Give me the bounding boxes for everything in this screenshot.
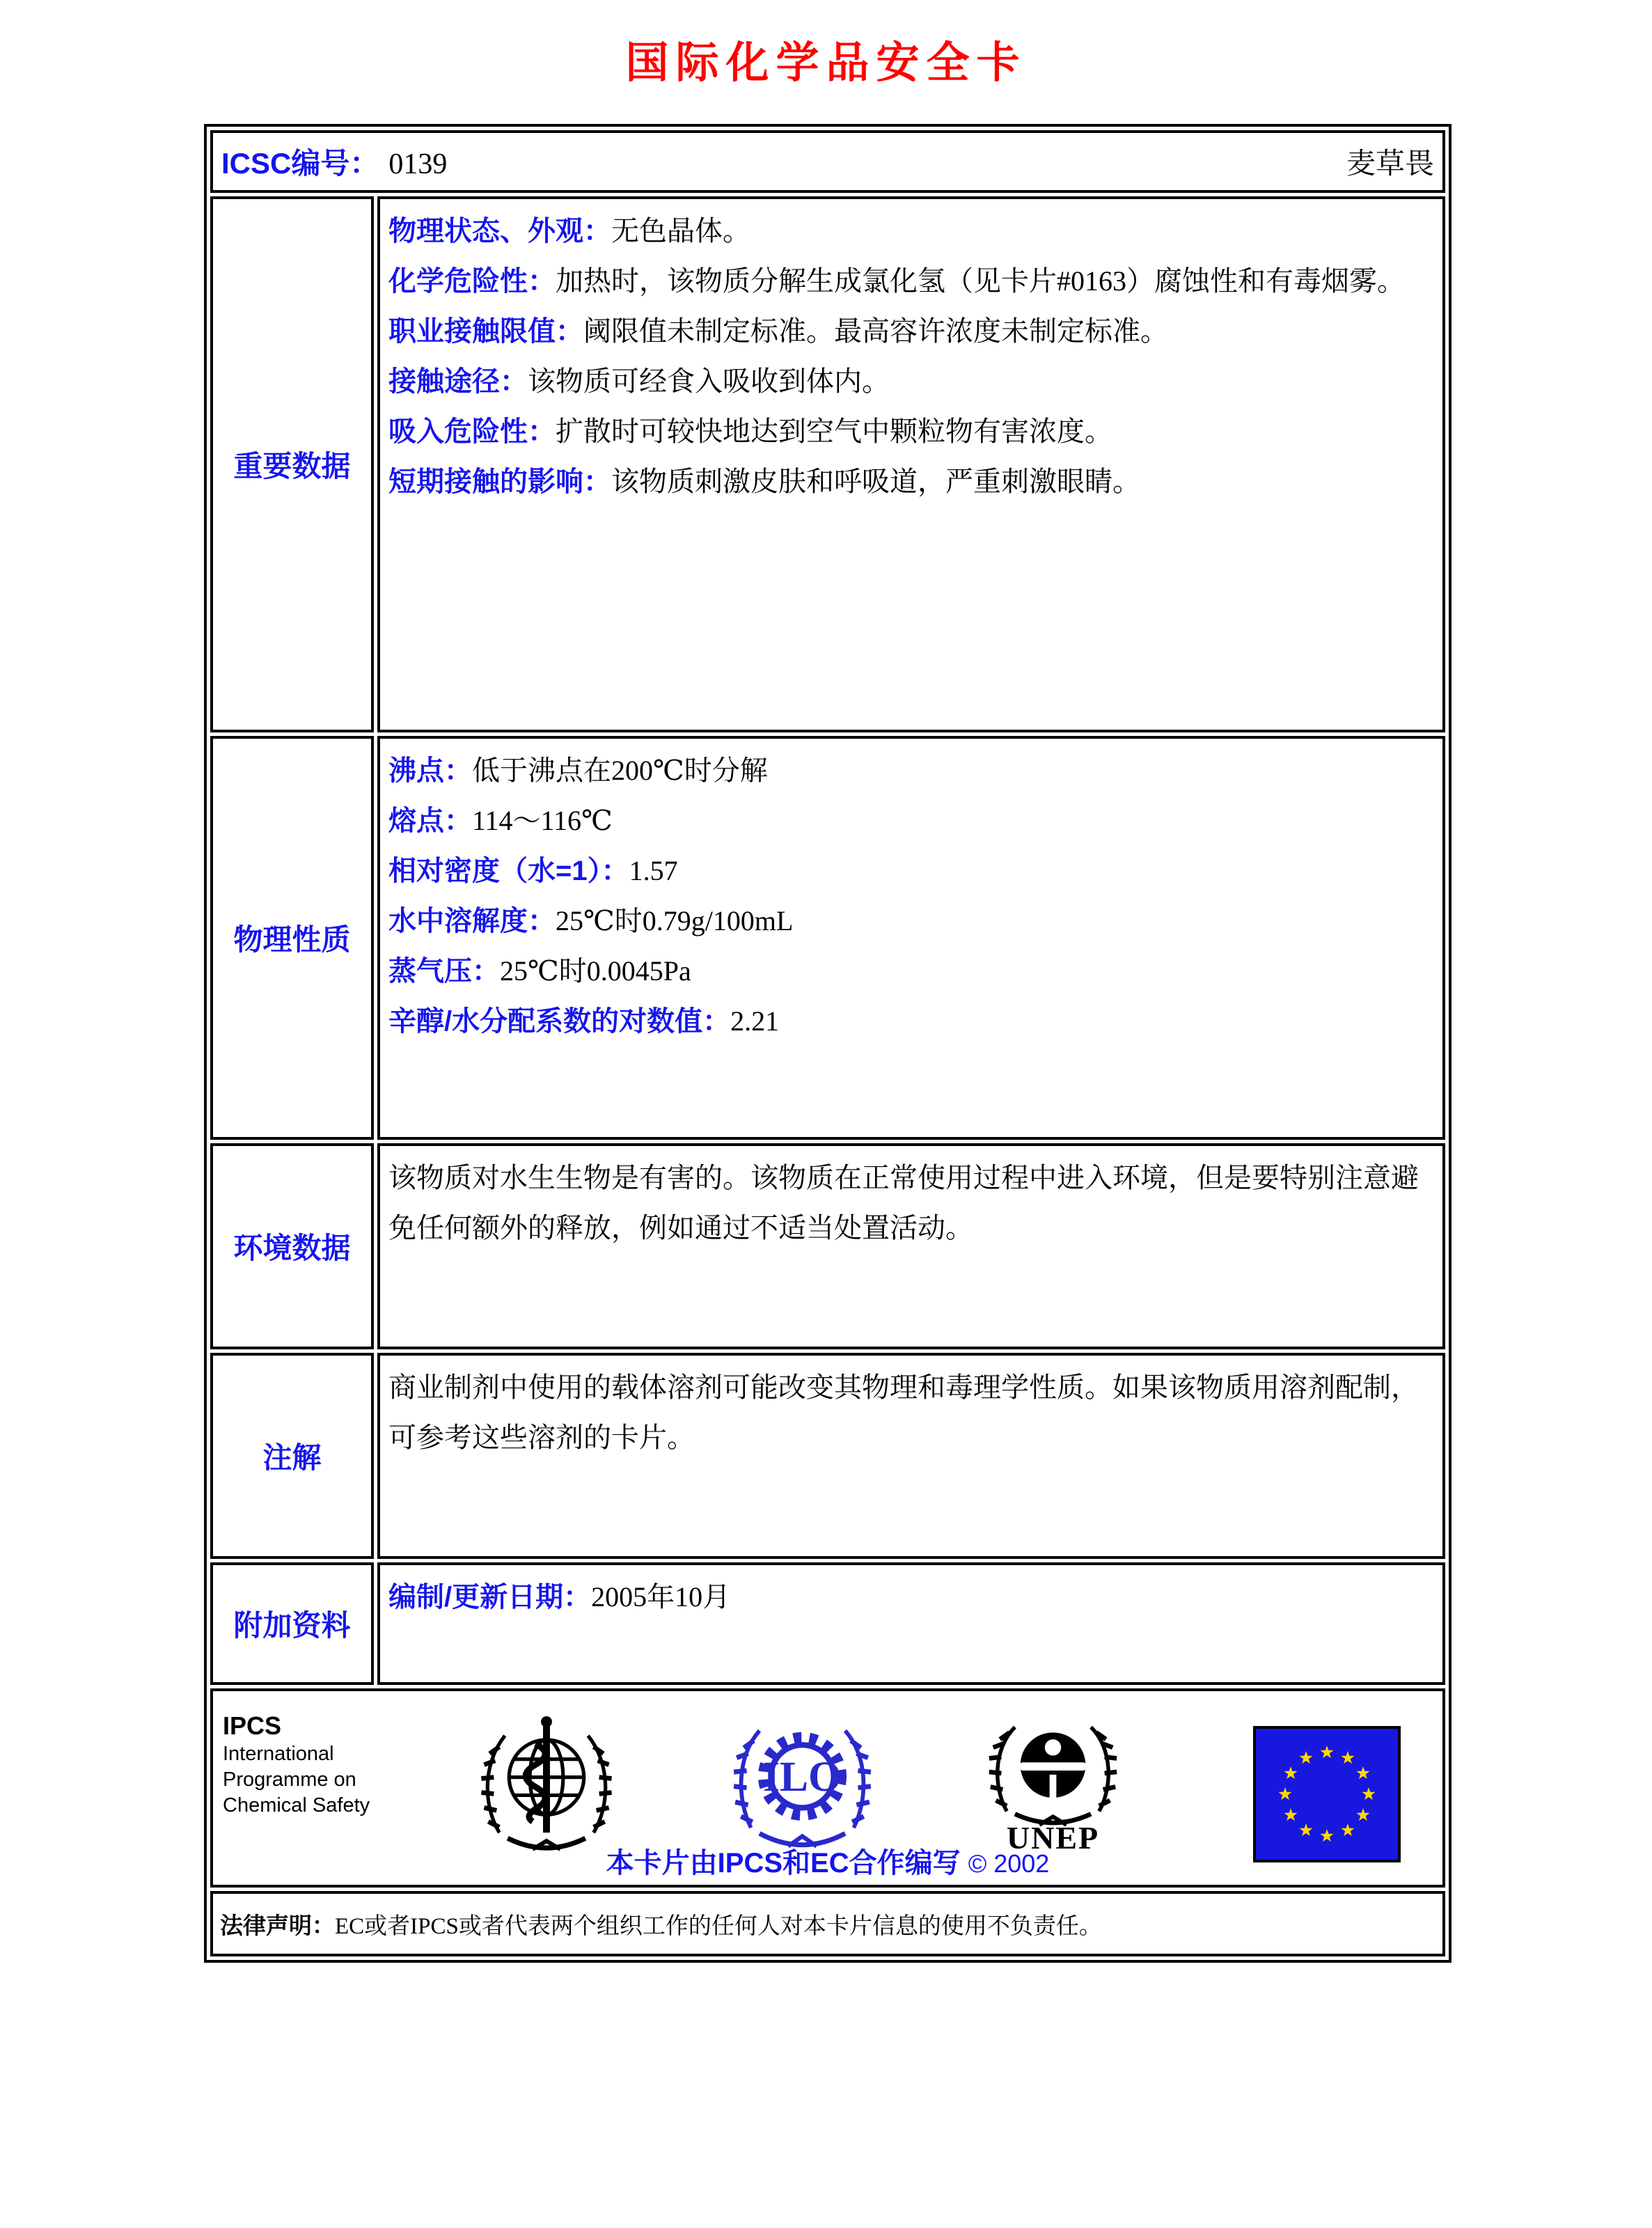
section-line <box>388 1572 1431 1622</box>
line-label: 蒸气压： <box>388 956 500 987</box>
line-label: 编制/更新日期： <box>388 1582 592 1613</box>
section-content-important-data <box>377 196 1445 732</box>
section-content-physical-properties <box>377 736 1445 1140</box>
icsc-card-table <box>204 124 1452 1963</box>
section-line <box>388 1363 1431 1463</box>
logos-row <box>210 1688 1445 1888</box>
chemical-name: 麦草畏 <box>1346 148 1434 180</box>
logos-cell <box>210 1688 1445 1888</box>
line-label: 吸入危险性： <box>388 416 556 447</box>
page-title: 国际化学品安全卡 <box>625 40 1027 87</box>
line-text: 25℃时0.79g/100mL <box>556 905 794 936</box>
line-text: 商业制剂中使用的载体溶剂可能改变其物理和毒理学性质。如果该物质用溶剂配制，可参考这些溶剂的卡片。 <box>388 1372 1419 1453</box>
ipcs-line-3: Chemical Safety <box>223 1794 370 1817</box>
legal-cell <box>210 1891 1445 1956</box>
line-label: 水中溶解度： <box>388 906 556 936</box>
legal-text: EC或者IPCS或者代表两个组织工作的任何人对本卡片信息的使用不负责任。 <box>335 1913 1102 1939</box>
section-line <box>388 846 1431 896</box>
ipcs-text-block <box>223 1711 397 1819</box>
section-row-important-data <box>210 196 1445 732</box>
section-line <box>388 1153 1431 1253</box>
section-line <box>388 206 1431 256</box>
footer-caption-text: 本卡片由IPCS和EC合作编写 <box>606 1848 961 1878</box>
unep-wordmark: UNEP <box>1006 1820 1100 1856</box>
section-row-notes <box>210 1353 1445 1559</box>
icsc-number-group <box>221 141 447 182</box>
icsc-number-label: ICSC编号： <box>221 147 379 180</box>
svg-text:ILO: ILO <box>763 1752 842 1801</box>
footer-copyright: © 2002 <box>968 1849 1050 1878</box>
line-label: 接触途径： <box>388 366 528 397</box>
line-label: 短期接触的影响： <box>388 466 611 497</box>
section-line <box>388 896 1431 946</box>
line-text: 无色晶体。 <box>611 215 750 246</box>
section-line <box>388 996 1431 1046</box>
ipcs-line-2: Programme on <box>223 1768 356 1791</box>
line-text: 1.57 <box>629 855 678 886</box>
footer-caption <box>213 1841 1442 1881</box>
line-label: 物理状态、外观： <box>388 216 611 246</box>
line-text: 114～116℃ <box>472 805 613 836</box>
legal-label: 法律声明： <box>220 1912 335 1938</box>
line-text: 该物质刺激皮肤和呼吸道，严重刺激眼睛。 <box>611 466 1140 497</box>
icsc-number-value: 0139 <box>388 148 448 180</box>
line-text: 2.21 <box>730 1005 780 1037</box>
section-heading-physical-properties: 物理性质 <box>210 736 374 1140</box>
section-heading-additional-info: 附加资料 <box>210 1562 374 1685</box>
section-line <box>388 746 1431 796</box>
section-heading-important-data: 重要数据 <box>210 196 374 732</box>
line-text: 2005年10月 <box>591 1581 731 1613</box>
section-row-environmental-data <box>210 1143 1445 1349</box>
section-line <box>388 457 1431 507</box>
line-label: 熔点： <box>388 806 472 836</box>
section-line <box>388 946 1431 996</box>
section-heading-environmental-data: 环境数据 <box>210 1143 374 1349</box>
line-text: 加热时，该物质分解生成氯化氢（见卡片#0163）腐蚀性和有毒烟雾。 <box>556 265 1405 297</box>
ilo-emblem-icon <box>731 1711 874 1853</box>
line-text: 扩散时可较快地达到空气中颗粒物有害浓度。 <box>556 416 1112 447</box>
ipcs-acronym: IPCS <box>223 1711 282 1740</box>
section-line <box>388 796 1431 846</box>
unep-emblem-icon <box>985 1711 1121 1854</box>
line-label: 辛醇/水分配系数的对数值： <box>388 1006 731 1037</box>
who-emblem-icon <box>477 1711 616 1860</box>
section-row-physical-properties <box>210 736 1445 1140</box>
line-text: 该物质可经食入吸收到体内。 <box>528 366 890 397</box>
line-text: 低于沸点在200℃时分解 <box>472 755 768 786</box>
ipcs-line-1: International <box>223 1743 334 1765</box>
section-content-additional-info <box>377 1562 1445 1685</box>
section-row-additional-info <box>210 1562 1445 1685</box>
line-label: 相对密度（水=1）： <box>388 856 629 886</box>
section-heading-notes: 注解 <box>210 1353 374 1559</box>
line-label: 职业接触限值： <box>388 316 583 347</box>
line-label: 化学危险性： <box>388 266 556 297</box>
section-line <box>388 356 1431 407</box>
line-text: 25℃时0.0045Pa <box>500 955 691 987</box>
header-cell <box>210 130 1445 193</box>
header-row <box>210 130 1445 193</box>
section-content-environmental-data <box>377 1143 1445 1349</box>
section-line <box>388 407 1431 457</box>
line-text: 该物质对水生生物是有害的。该物质在正常使用过程中进入环境，但是要特别注意避免任何额外的释放，例如通过不适当处置活动。 <box>388 1162 1419 1244</box>
section-line <box>388 306 1431 356</box>
legal-row <box>210 1891 1445 1956</box>
section-line <box>388 256 1431 306</box>
line-label: 沸点： <box>388 755 472 786</box>
line-text: 阈限值未制定标准。最高容许浓度未制定标准。 <box>583 315 1168 347</box>
section-content-notes <box>377 1353 1445 1559</box>
